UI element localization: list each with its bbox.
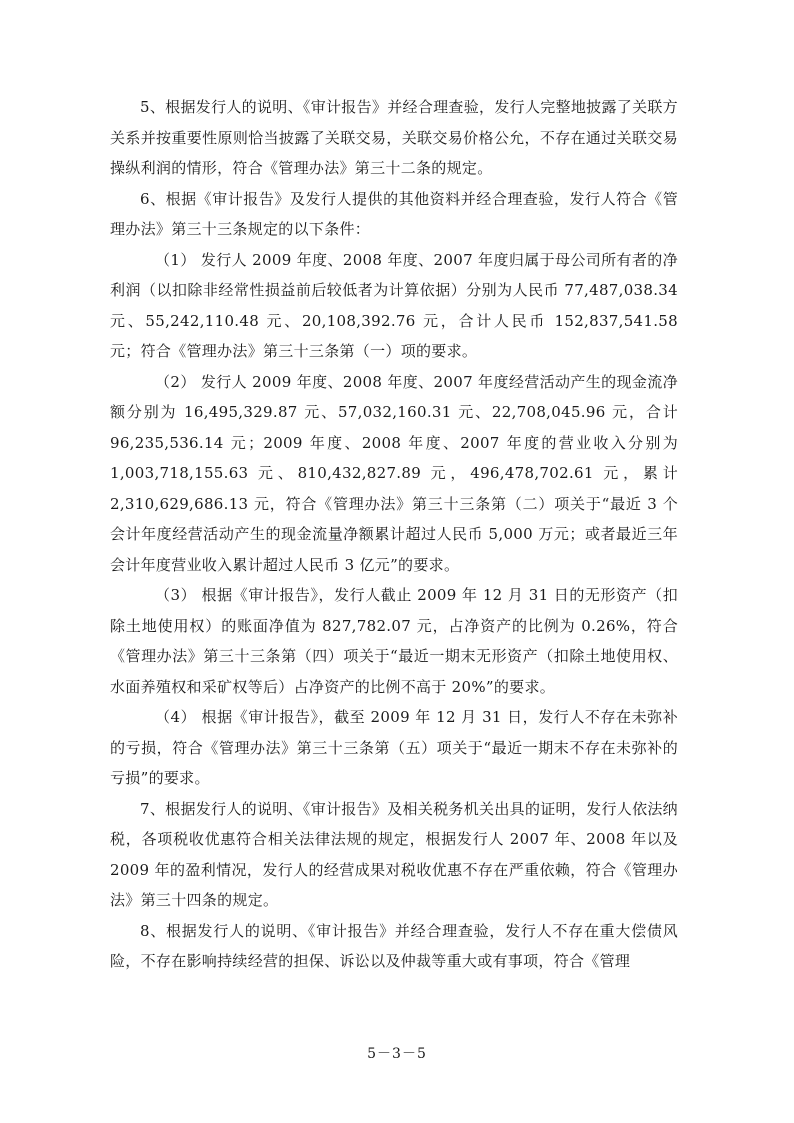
- paragraph-subitem-2: （2） 发行人 2009 年度、2008 年度、2007 年度经营活动产生的现金流净额分别为 16,495,329.87 元、57,032,160.31 元、22,708,045.96 元，合计 96,235,536.14 元；2009 年度、2008 年度、2007 年度的营业收入分别为 1,003,718,155.63 元、810,432,827.89 元，496,478,702.61 元，累计 2,310,629,686.13 元，符合《管理办法》第三十三条第（二）项关于“最近 3 个会计年度经营活动产生的现金流量净额累计超过人民币 5,000 万元；或者最近三年会计年度营业收入累计超过人民币 3 亿元”的要求。: [110, 372, 678, 574]
- paragraph-subitem-3: （3） 根据《审计报告》，发行人截止 2009 年 12 月 31 日的无形资产（扣除土地使用权）的账面净值为 827,782.07 元，占净资产的比例为 0.26%，符合《管理办法》第三十三条第（四）项关于“最近一期末无形资产（扣除土地使用权、水面养殖权和采矿权等后）占净资产的比例不高于 20%”的要求。: [110, 586, 678, 696]
- paragraph-subitem-1: （1） 发行人 2009 年度、2008 年度、2007 年度归属于母公司所有者的净利润（以扣除非经常性损益前后较低者为计算依据）分别为人民币 77,487,038.34 元、55,242,110.48 元、20,108,392.76 元，合计人民币 152,837,541.58 元；符合《管理办法》第三十三条第（一）项的要求。: [110, 250, 678, 360]
- paragraph-item-7: 7、根据发行人的说明、《审计报告》及相关税务机关出具的证明，发行人依法纳税，各项税收优惠符合相关法律法规的规定，根据发行人 2007 年、2008 年以及 2009 年的盈利情况，发行人的经营成果对税收优惠不存在严重依赖，符合《管理办法》第三十四条的规定。: [110, 799, 678, 909]
- paragraph-item-5: 5、根据发行人的说明、《审计报告》并经合理查验，发行人完整地披露了关联方关系并按重要性原则恰当披露了关联交易，关联交易价格公允，不存在通过关联交易操纵利润的情形，符合《管理办法》第三十二条的规定。: [110, 98, 678, 177]
- paragraph-item-6: 6、根据《审计报告》及发行人提供的其他资料并经合理查验，发行人符合《管理办法》第三十三条规定的以下条件：: [110, 189, 678, 238]
- page-number: 5－3－5: [367, 1046, 427, 1062]
- paragraph-subitem-4: （4） 根据《审计报告》，截至 2009 年 12 月 31 日，发行人不存在未弥补的亏损，符合《管理办法》第三十三条第（五）项关于“最近一期末不存在未弥补的亏损”的要求。: [110, 708, 678, 787]
- paragraph-item-8: 8、根据发行人的说明、《审计报告》并经合理查验，发行人不存在重大偿债风险，不存在影响持续经营的担保、诉讼以及仲裁等重大或有事项，符合《管理: [110, 921, 678, 970]
- document-body: [110, 92, 678, 977]
